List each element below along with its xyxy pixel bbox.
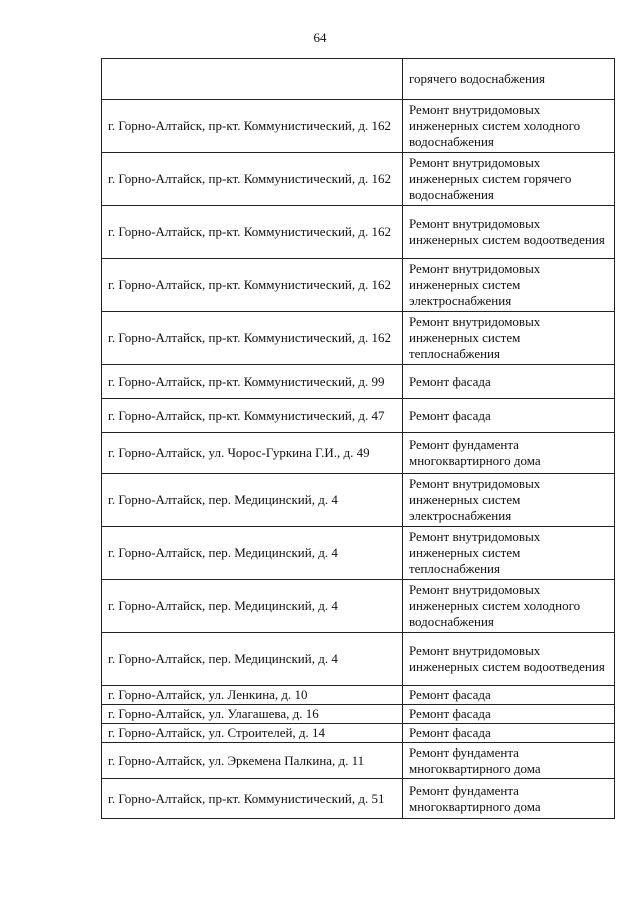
table-row: [102, 153, 615, 206]
work-type-cell: Ремонт внутридомовых инженерных систем горячего водоснабжения: [403, 153, 615, 206]
table-row: [102, 527, 615, 580]
work-type-cell: Ремонт внутридомовых инженерных систем теплоснабжения: [403, 312, 615, 365]
address-cell: г. Горно-Алтайск, пер. Медицинский, д. 4: [102, 474, 403, 527]
address-cell: г. Горно-Алтайск, пр-кт. Коммунистический, д. 47: [102, 399, 403, 433]
address-cell: г. Горно-Алтайск, пр-кт. Коммунистический, д. 162: [102, 100, 403, 153]
address-cell: г. Горно-Алтайск, ул. Улагашева, д. 16: [102, 705, 403, 724]
work-type-cell: Ремонт внутридомовых инженерных систем водоотведения: [403, 633, 615, 686]
table-row: [102, 399, 615, 433]
work-type-cell: Ремонт фасада: [403, 724, 615, 743]
address-cell: г. Горно-Алтайск, пр-кт. Коммунистический, д. 51: [102, 779, 403, 819]
table-row: [102, 633, 615, 686]
page-number: 64: [313, 30, 327, 45]
address-cell: г. Горно-Алтайск, пр-кт. Коммунистический, д. 162: [102, 259, 403, 312]
work-type-cell: Ремонт фундамента многоквартирного дома: [403, 779, 615, 819]
work-type-cell: Ремонт фундамента многоквартирного дома: [403, 743, 615, 779]
work-type-cell: Ремонт фасада: [403, 686, 615, 705]
table-row: [102, 724, 615, 743]
address-cell: [102, 59, 403, 100]
address-cell: г. Горно-Алтайск, ул. Чорос-Гуркина Г.И., д. 49: [102, 433, 403, 474]
address-cell: г. Горно-Алтайск, ул. Ленкина, д. 10: [102, 686, 403, 705]
works-table: [101, 58, 615, 819]
work-type-cell: горячего водоснабжения: [403, 59, 615, 100]
table-row: [102, 100, 615, 153]
work-type-cell: Ремонт внутридомовых инженерных систем холодного водоснабжения: [403, 100, 615, 153]
work-type-cell: Ремонт фасада: [403, 399, 615, 433]
work-type-cell: Ремонт внутридомовых инженерных систем водоотведения: [403, 206, 615, 259]
table-row: [102, 705, 615, 724]
address-cell: г. Горно-Алтайск, пр-кт. Коммунистический, д. 99: [102, 365, 403, 399]
table-row: [102, 779, 615, 819]
table-row: [102, 686, 615, 705]
work-type-cell: Ремонт фасада: [403, 365, 615, 399]
address-cell: г. Горно-Алтайск, пр-кт. Коммунистический, д. 162: [102, 312, 403, 365]
table-row: [102, 743, 615, 779]
table-row: [102, 206, 615, 259]
address-cell: г. Горно-Алтайск, ул. Строителей, д. 14: [102, 724, 403, 743]
address-cell: г. Горно-Алтайск, пр-кт. Коммунистический, д. 162: [102, 206, 403, 259]
table-row: [102, 474, 615, 527]
address-cell: г. Горно-Алтайск, пер. Медицинский, д. 4: [102, 633, 403, 686]
works-table-body: [102, 59, 615, 819]
address-cell: г. Горно-Алтайск, пер. Медицинский, д. 4: [102, 580, 403, 633]
work-type-cell: Ремонт внутридомовых инженерных систем электроснабжения: [403, 474, 615, 527]
table-row: [102, 433, 615, 474]
table-row: [102, 59, 615, 100]
address-cell: г. Горно-Алтайск, ул. Эркемена Палкина, д. 11: [102, 743, 403, 779]
work-type-cell: Ремонт фасада: [403, 705, 615, 724]
table-row: [102, 312, 615, 365]
work-type-cell: Ремонт внутридомовых инженерных систем холодного водоснабжения: [403, 580, 615, 633]
work-type-cell: Ремонт внутридомовых инженерных систем теплоснабжения: [403, 527, 615, 580]
address-cell: г. Горно-Алтайск, пер. Медицинский, д. 4: [102, 527, 403, 580]
table-row: [102, 259, 615, 312]
table-row: [102, 365, 615, 399]
work-type-cell: Ремонт внутридомовых инженерных систем электроснабжения: [403, 259, 615, 312]
work-type-cell: Ремонт фундамента многоквартирного дома: [403, 433, 615, 474]
table-row: [102, 580, 615, 633]
address-cell: г. Горно-Алтайск, пр-кт. Коммунистический, д. 162: [102, 153, 403, 206]
